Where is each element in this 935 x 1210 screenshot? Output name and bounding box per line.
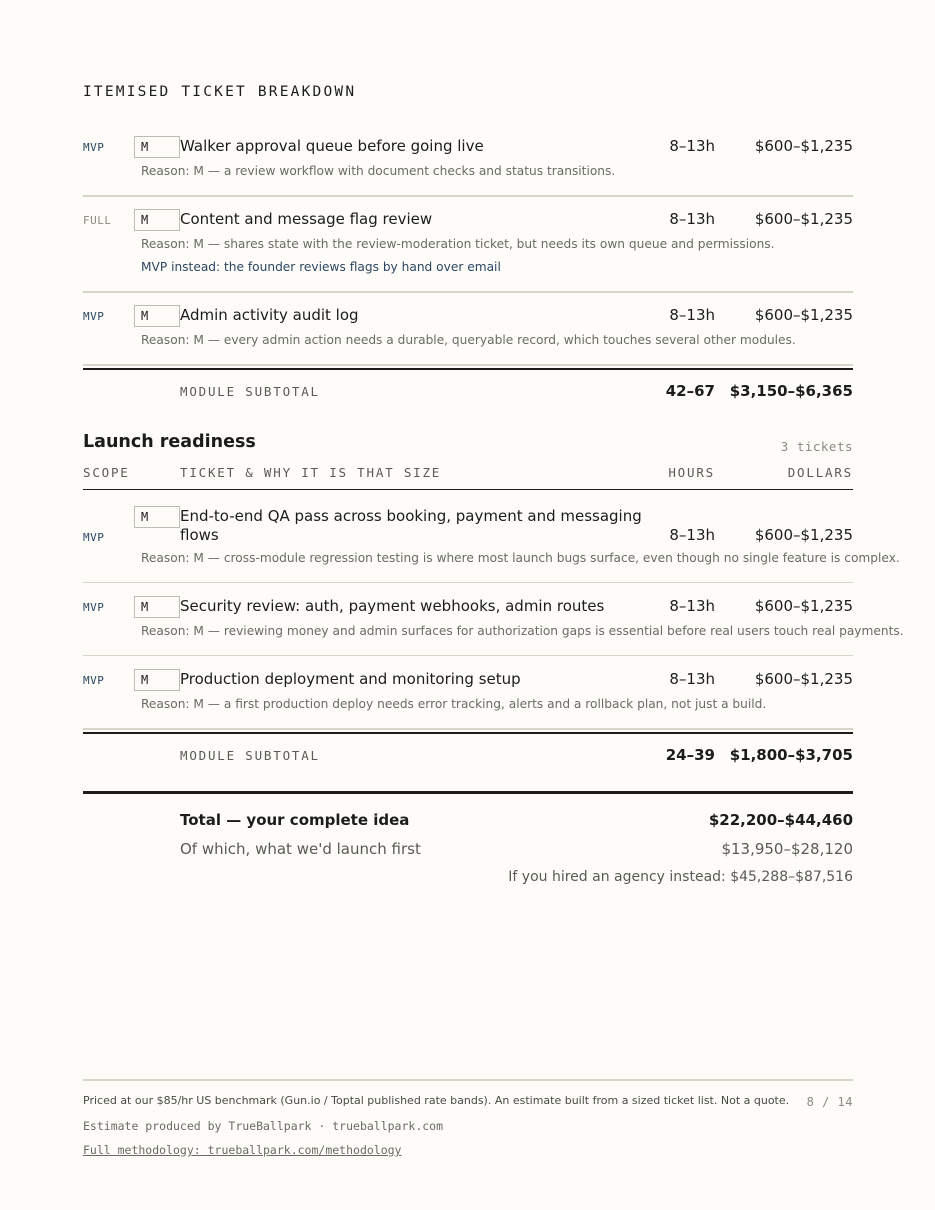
size-box: M xyxy=(134,305,180,327)
ticket-hours: 8–13h xyxy=(669,597,715,615)
scope-badge: MVP xyxy=(83,141,105,154)
mvp-alternative: MVP instead: the founder reviews flags by hand over email xyxy=(141,260,501,274)
ticket-hours: 8–13h xyxy=(669,210,715,228)
footer-rule xyxy=(83,1079,853,1081)
subtotal-rule xyxy=(83,368,853,370)
header-rule xyxy=(83,489,853,490)
ticket-dollars: $600–$1,235 xyxy=(754,597,853,615)
methodology-link[interactable]: Full methodology: trueballpark.com/methodology xyxy=(83,1143,402,1157)
mvp-total-value: $13,950–$28,120 xyxy=(721,840,853,858)
ticket-dollars: $600–$1,235 xyxy=(754,670,853,688)
ticket-hours: 8–13h xyxy=(669,306,715,324)
page-number: 8 / 14 xyxy=(806,1095,853,1109)
subtotal-dollars: $1,800–$3,705 xyxy=(729,746,853,764)
row-divider xyxy=(83,195,853,197)
ticket-reason: Reason: M — a review workflow with document checks and status transitions. xyxy=(141,164,616,178)
ticket-count: 3 tickets xyxy=(780,439,853,454)
total-value: $22,200–$44,460 xyxy=(708,811,853,829)
size-box: M xyxy=(134,669,180,691)
size-box: M xyxy=(134,136,180,158)
ticket-reason: Reason: M — shares state with the review-moderation ticket, but needs its own queue and permissions. xyxy=(141,237,775,251)
scope-badge: MVP xyxy=(83,310,105,323)
total-label: Total — your complete idea xyxy=(180,811,410,829)
ticket-reason: Reason: M — cross-module regression testing is where most launch bugs surface, even though no single feature is complex. xyxy=(141,551,900,565)
row-divider xyxy=(83,291,853,293)
pricing-note: Priced at our $85/hr US benchmark (Gun.io / Toptal published rate bands). An estimate built from a sized ticket list. Not a quote. xyxy=(83,1094,790,1107)
ticket-hours: 8–13h xyxy=(669,526,715,544)
row-divider xyxy=(83,655,853,656)
size-box: M xyxy=(134,506,180,528)
produced-by: Estimate produced by TrueBallpark · trueballpark.com xyxy=(83,1119,444,1133)
ticket-title: Security review: auth, payment webhooks, admin routes xyxy=(180,597,605,615)
ticket-dollars: $600–$1,235 xyxy=(754,137,853,155)
ticket-reason: Reason: M — every admin action needs a durable, queryable record, which touches several other modules. xyxy=(141,333,796,347)
ticket-title: Production deployment and monitoring setup xyxy=(180,670,521,688)
ticket-hours: 8–13h xyxy=(669,137,715,155)
ticket-dollars: $600–$1,235 xyxy=(754,306,853,324)
totals-rule xyxy=(83,791,853,794)
column-header-scope: SCOPE xyxy=(83,465,130,480)
row-divider xyxy=(83,582,853,583)
subtotal-dollars: $3,150–$6,365 xyxy=(729,382,853,400)
ticket-reason: Reason: M — reviewing money and admin surfaces for authorization gaps is essential before real users touch real payments. xyxy=(141,624,904,638)
ticket-title: Admin activity audit log xyxy=(180,306,359,324)
module-title: Launch readiness xyxy=(83,432,256,452)
subtotal-hours: 24–39 xyxy=(665,746,715,764)
scope-badge: MVP xyxy=(83,674,105,687)
row-divider xyxy=(83,364,853,366)
ticket-dollars: $600–$1,235 xyxy=(754,526,853,544)
column-header-dollars: DOLLARS xyxy=(787,465,853,480)
subtotal-label: MODULE SUBTOTAL xyxy=(180,748,320,763)
ticket-hours: 8–13h xyxy=(669,670,715,688)
mvp-total-label: Of which, what we'd launch first xyxy=(180,840,421,858)
scope-badge: MVP xyxy=(83,601,105,614)
ticket-dollars: $600–$1,235 xyxy=(754,210,853,228)
ticket-title: Walker approval queue before going live xyxy=(180,137,484,155)
subtotal-hours: 42–67 xyxy=(665,382,715,400)
column-header-ticket: TICKET & WHY IT IS THAT SIZE xyxy=(180,465,442,480)
column-header-hours: HOURS xyxy=(668,465,715,480)
size-box: M xyxy=(134,209,180,231)
ticket-title: Content and message flag review xyxy=(180,210,433,228)
agency-comparison: If you hired an agency instead: $45,288–$87,516 xyxy=(508,869,853,885)
scope-badge: FULL xyxy=(83,214,112,227)
section-title: ITEMISED TICKET BREAKDOWN xyxy=(83,84,357,100)
subtotal-rule xyxy=(83,732,853,734)
row-divider xyxy=(83,728,853,730)
subtotal-label: MODULE SUBTOTAL xyxy=(180,384,320,399)
scope-badge: MVP xyxy=(83,531,105,544)
ticket-reason: Reason: M — a first production deploy needs error tracking, alerts and a rollback plan, not just a build. xyxy=(141,697,767,711)
size-box: M xyxy=(134,596,180,618)
ticket-title-line-1: End-to-end QA pass across booking, payment and messaging xyxy=(180,507,642,525)
ticket-title-line-2: flows xyxy=(180,526,219,544)
